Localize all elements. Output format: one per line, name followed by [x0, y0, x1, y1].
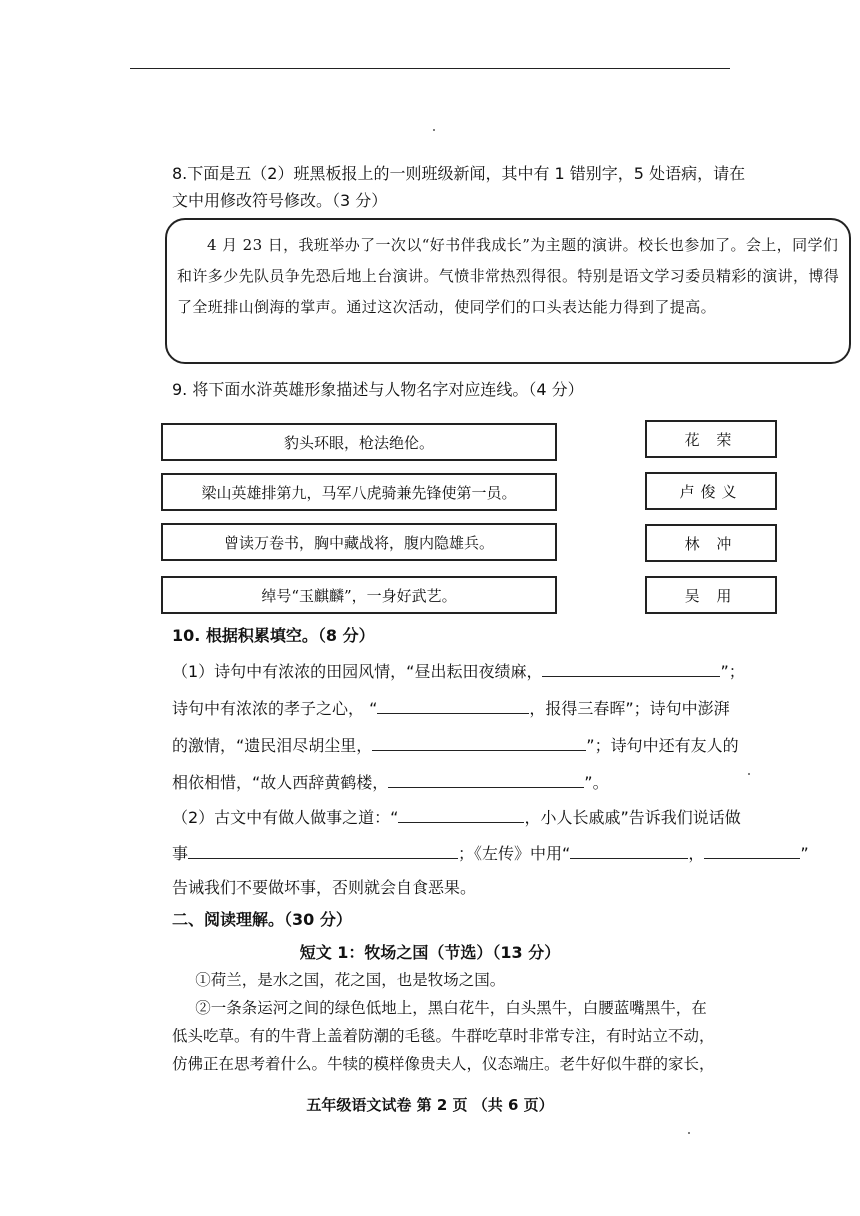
passage-paragraph-1: ①荷兰，是水之国，花之国，也是牧场之国。: [195, 971, 506, 989]
hero-description-4[interactable]: 绰号“玉麒麟”，一身好武艺。: [161, 576, 557, 614]
hero-description-2[interactable]: 梁山英雄排第九，马军八虎骑兼先锋使第一员。: [161, 473, 557, 511]
question-8-title-line1: 8.下面是五（2）班黑板报上的一则班级新闻，其中有 1 错别字，5 处语病，请在: [172, 164, 746, 183]
fill-blank-4[interactable]: [388, 773, 584, 788]
fill-line-6: [172, 842, 809, 866]
scan-speck: [688, 1132, 690, 1134]
fill-line-5-text-a: （2）古文中有做人做事之道：“: [172, 808, 399, 827]
hero-name-4[interactable]: 吴 用: [645, 576, 777, 614]
fill-line-4-text-b: ”。: [584, 773, 609, 792]
hero-description-3[interactable]: 曾读万卷书，胸中藏战将，腹内隐雄兵。: [161, 523, 557, 561]
passage-1-title: 短文 1：牧场之国（节选）（13 分）: [299, 943, 561, 962]
question-8-title: [172, 160, 832, 214]
class-news-text: 4 月 23 日，我班举办了一次以“好书伴我成长”为主题的演讲。校长也参加了。会上，同学们和许多少先队员争先恐后地上台演讲。气愤非常热烈得很。特别是语文学习委员精彩的演讲，博得了全班排山倒海的掌声。通过这次活动，使同学们的口头表达能力得到了提高。: [177, 236, 840, 316]
hero-name-2[interactable]: 卢俊义: [645, 472, 777, 510]
fill-blank-3[interactable]: [372, 736, 586, 751]
hero-name-3[interactable]: 林 冲: [645, 524, 777, 562]
fill-line-6-text-c: ，: [688, 844, 705, 863]
class-news-box: [165, 218, 851, 364]
fill-line-4-text-a: 相依相惜，“故人西辞黄鹤楼，: [172, 773, 389, 792]
fill-line-5-text-b: ，小人长戚戚”告诉我们说话做: [524, 808, 741, 827]
passage-paragraph-2-line1: ②一条条运河之间的绿色低地上，黑白花牛，白头黑牛，白腰蓝嘴黑牛，在: [195, 999, 707, 1017]
fill-line-6-text-d: ”: [800, 844, 809, 863]
page-footer: 五年级语文试卷 第 2 页 （共 6 页）: [306, 1096, 554, 1114]
fill-blank-1[interactable]: [542, 662, 720, 677]
hero-name-1[interactable]: 花 荣: [645, 420, 777, 458]
fill-line-3-text-b: ”；诗句中还有友人的: [586, 736, 739, 755]
fill-line-1-text-b: ”；: [720, 662, 745, 681]
fill-line-2-text-b: ，报得三春晖”；诗句中澎湃: [529, 699, 730, 718]
fill-line-1: [172, 660, 745, 684]
fill-blank-8[interactable]: [704, 844, 800, 859]
fill-line-7: 告诫我们不要做坏事，否则就会自食恶果。: [172, 878, 477, 897]
passage-paragraph-2-line3: 仿佛正在思考着什么。牛犊的模样像贵夫人，仪态端庄。老牛好似牛群的家长，: [172, 1055, 715, 1073]
fill-line-2: [172, 697, 730, 721]
fill-line-5: [172, 806, 741, 830]
fill-line-3: [172, 734, 739, 758]
fill-blank-7[interactable]: [570, 844, 688, 859]
fill-blank-6[interactable]: [188, 844, 458, 859]
scan-speck: [433, 129, 435, 131]
fill-line-4: [172, 771, 609, 795]
fill-line-3-text-a: 的激情，“遗民泪尽胡尘里，: [172, 736, 373, 755]
hero-description-1[interactable]: 豹头环眼，枪法绝伦。: [161, 423, 557, 461]
fill-line-6-text-a: 事: [172, 844, 189, 863]
passage-paragraph-2-line2: 低头吃草。有的牛背上盖着防潮的毛毯。牛群吃草时非常专注，有时站立不动，: [172, 1027, 715, 1045]
fill-line-1-text-a: （1）诗句中有浓浓的田园风情，“昼出耘田夜绩麻，: [172, 662, 543, 681]
question-10-title: 10. 根据积累填空。（8 分）: [172, 626, 375, 645]
fill-line-2-text-a: 诗句中有浓浓的孝子之心， “: [172, 699, 378, 718]
section-2-title: 二、阅读理解。（30 分）: [172, 910, 352, 929]
fill-blank-2[interactable]: [377, 699, 529, 714]
scan-speck: [748, 773, 750, 775]
question-8-title-line2: 文中用修改符号修改。（3 分）: [172, 191, 388, 210]
fill-blank-5[interactable]: [398, 808, 524, 823]
fill-line-6-text-b: ；《左传》中用“: [458, 844, 571, 863]
header-rule: [130, 68, 730, 69]
question-9-title: 9. 将下面水浒英雄形象描述与人物名字对应连线。（4 分）: [172, 380, 584, 399]
